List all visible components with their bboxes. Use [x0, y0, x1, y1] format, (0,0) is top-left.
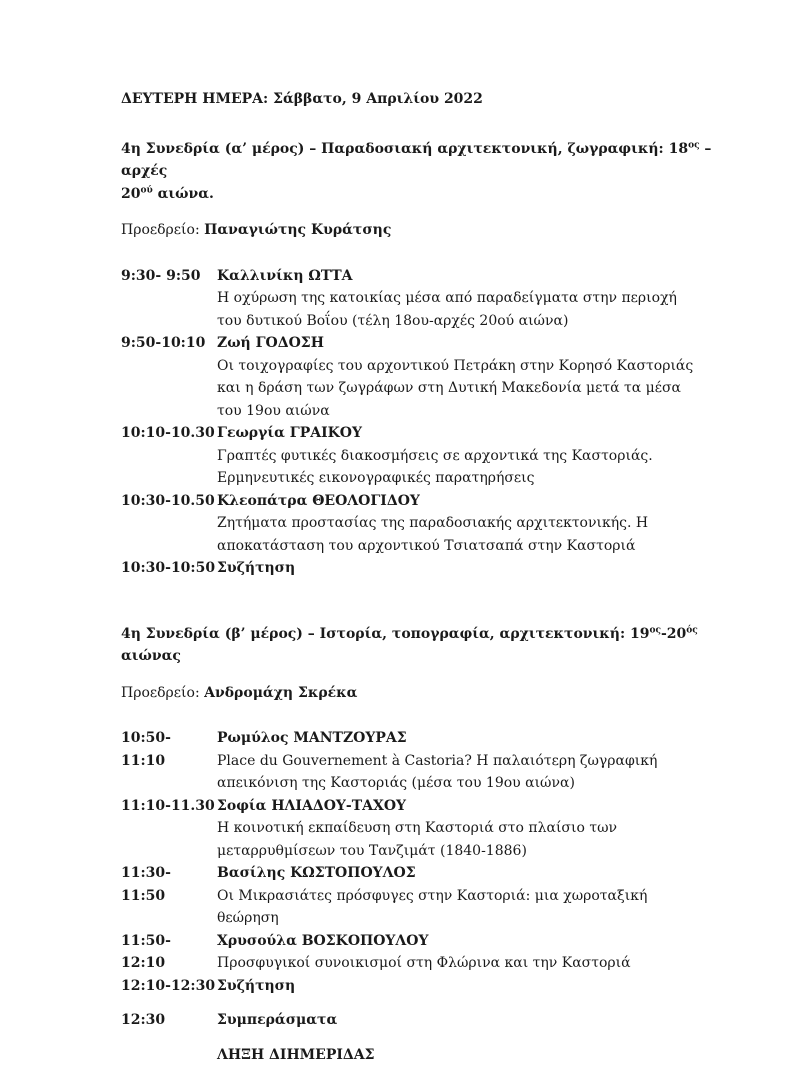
- schedule-entry: [121, 265, 800, 333]
- entry-time: 9:30- 9:50: [121, 265, 217, 333]
- entry-title: Γραπτές φυτικές διακοσμήσεις σε αρχοντικά της Καστοριάς. Ερμηνευτικές εικονογραφικές παρατηρήσεις: [217, 445, 697, 490]
- schedule-entry: [121, 795, 800, 863]
- entry-speaker: Ρωμύλος ΜΑΝΤΖΟΥΡΑΣ: [217, 727, 697, 750]
- entry-speaker: Ζωή ΓΟΔΟΣΗ: [217, 332, 697, 355]
- entry-time: 11:10-11.30: [121, 795, 217, 863]
- entry-content: [217, 975, 697, 998]
- entry-content: [217, 930, 697, 975]
- entry-time: 10:30-10:50: [121, 557, 217, 580]
- session2-schedule: [121, 727, 800, 997]
- entry-title: Ζητήματα προστασίας της παραδοσιακής αρχιτεκτονικής. Η αποκατάσταση του αρχοντικού Τσιατσαπά στην Καστοριά: [217, 512, 697, 557]
- schedule-entry: [121, 557, 800, 580]
- entry-title: Η οχύρωση της κατοικίας μέσα από παραδείγματα στην περιοχή του δυτικού Βοΐου (τέλη 18ου-αρχές 20ού αιώνα): [217, 287, 697, 332]
- entry-title: Η κοινοτική εκπαίδευση στη Καστοριά στο πλαίσιο των μεταρρυθμίσεων του Τανζιμάτ (1840-1886): [217, 817, 697, 862]
- entry-speaker: Βασίλης ΚΩΣΤΟΠΟΥΛΟΣ: [217, 862, 697, 885]
- entry-time: 11:50- 12:10: [121, 930, 217, 975]
- entry-speaker: Συζήτηση: [217, 975, 697, 998]
- session2-title: 4η Συνεδρία (β’ μέρος) – Ιστορία, τοπογραφία, αρχιτεκτονική: $19^{o\varsigma}-20^{ό\varsigma}$ αιώνας: [121, 623, 721, 668]
- schedule-entry: [121, 727, 800, 795]
- conclusions-entry: [121, 1009, 800, 1032]
- schedule-entry: [121, 862, 800, 930]
- entry-speaker: Καλλινίκη ΩΤΤΑ: [217, 265, 697, 288]
- closing-text: ΛΗΞΗ ΔΙΗΜΕΡΙΔΑΣ: [217, 1044, 800, 1066]
- entry-speaker: Κλεοπάτρα ΘΕΟΛΟΓΙΔΟΥ: [217, 490, 697, 513]
- schedule-entry: [121, 490, 800, 558]
- entry-time: 11:30- 11:50: [121, 862, 217, 930]
- entry-title: Οι τοιχογραφίες του αρχοντικού Πετράκη στην Κορησό Καστοριάς και η δράση των ζωγράφων στη Δυτική Μακεδονία μετά τα μέσα του 19ου αιώνα: [217, 355, 697, 423]
- schedule-entry: [121, 975, 800, 998]
- entry-content: [217, 422, 697, 490]
- entry-speaker: Γεωργία ΓΡΑΙΚΟΥ: [217, 422, 697, 445]
- entry-speaker: Χρυσούλα ΒΟΣΚΟΠΟΥΛΟΥ: [217, 930, 697, 953]
- entry-content: [217, 727, 697, 795]
- entry-speaker: Συζήτηση: [217, 557, 697, 580]
- entry-title: Place du Gouvernement à Castoria? Η παλαιότερη ζωγραφική απεικόνιση της Καστοριάς (μέσα του 19ου αιώνα): [217, 750, 697, 795]
- entry-time: 12:10-12:30: [121, 975, 217, 998]
- session1-chair: Προεδρείο: Παναγιώτης Κυράτσης: [121, 219, 800, 242]
- entry-content: [217, 265, 697, 333]
- session1-title: 4η Συνεδρία (α’ μέρος) – Παραδοσιακή αρχιτεκτονική, ζωγραφική: $18^{o\varsigma}$ – αρχές $20^{oύ}$ αιώνα.: [121, 138, 721, 206]
- entry-content: [217, 490, 697, 558]
- entry-content: [217, 557, 697, 580]
- schedule-entry: [121, 930, 800, 975]
- entry-content: [217, 332, 697, 422]
- session2-chair: Προεδρείο: Ανδρομάχη Σκρέκα: [121, 682, 800, 705]
- session1-schedule: [121, 265, 800, 580]
- entry-time: 9:50-10:10: [121, 332, 217, 422]
- entry-time: 10:30-10.50: [121, 490, 217, 558]
- entry-title: Οι Μικρασιάτες πρόσφυγες στην Καστοριά: μια χωροταξική θεώρηση: [217, 885, 697, 930]
- entry-content: [217, 862, 697, 930]
- conclusions-time: 12:30: [121, 1009, 217, 1032]
- entry-title: Προσφυγικοί συνοικισμοί στη Φλώρινα και την Καστοριά: [217, 952, 697, 975]
- entry-content: [217, 795, 697, 863]
- schedule-entry: [121, 332, 800, 422]
- conclusions-label: Συμπεράσματα: [217, 1009, 697, 1032]
- entry-time: 10:10-10.30: [121, 422, 217, 490]
- entry-speaker: Σοφία ΗΛΙΑΔΟΥ-ΤΑΧΟΥ: [217, 795, 697, 818]
- entry-time: 10:50- 11:10: [121, 727, 217, 795]
- day-title: ΔΕΥΤΕΡΗ ΗΜΕΡΑ: Σάββατο, 9 Απριλίου 2022: [121, 88, 800, 111]
- schedule-entry: [121, 422, 800, 490]
